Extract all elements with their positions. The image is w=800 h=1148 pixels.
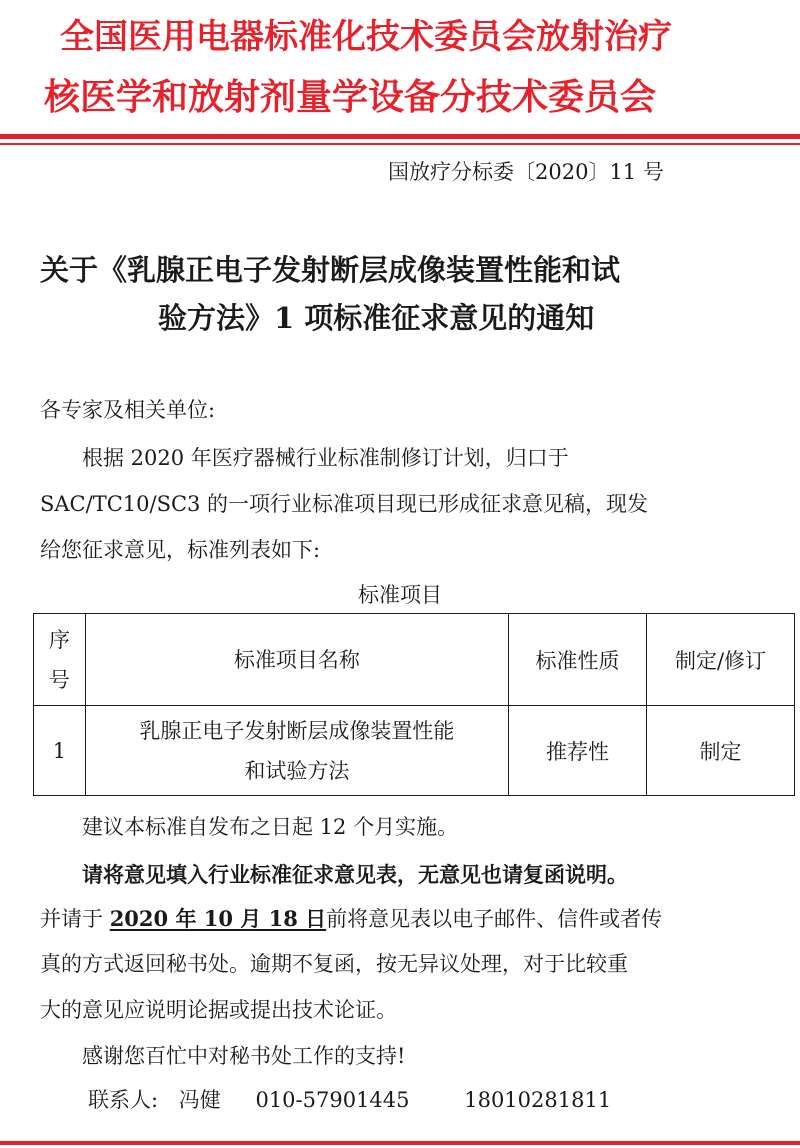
notice-title-line-1: 关于《乳腺正电子发射断层成像装置性能和试 <box>40 253 621 287</box>
header-serial-number <box>34 614 86 706</box>
contact-phone-landline: 010-57901445 <box>255 1088 410 1112</box>
cell-establish-revise: 制定 <box>647 706 795 796</box>
paragraph-1-line-2: SAC/TC10/SC3 的一项行业标准项目现已形成征求意见稿，现发 <box>40 492 649 516</box>
salutation: 各专家及相关单位: <box>40 398 216 422</box>
contact-label: 联系人: <box>88 1088 159 1112</box>
header-serial-line-2: 号 <box>48 667 70 692</box>
cell-standard-name-line-1: 乳腺正电子发射断层成像装置性能 <box>139 718 455 743</box>
paragraph-1-line-1: 根据 2020 年医疗器械行业标准制修订计划，归口于 <box>82 446 569 470</box>
notice-title-line-2: 验方法》1 项标准征求意见的通知 <box>158 301 595 335</box>
header-rule-thin <box>0 143 800 145</box>
document-number: 国放疗分标委〔2020〕11 号 <box>388 160 664 184</box>
cell-standard-name <box>85 706 508 796</box>
contact-name: 冯健 <box>178 1088 221 1112</box>
header-establish-revise: 制定/修订 <box>647 614 795 706</box>
standards-table <box>33 613 795 796</box>
deadline-prefix: 并请于 <box>40 907 110 931</box>
letterhead-line-1: 全国医用电器标准化技术委员会放射治疗 <box>60 17 672 57</box>
cell-standard-nature: 推荐性 <box>509 706 647 796</box>
paragraph-deadline-line-2: 真的方式返回秘书处。逾期不复函，按无异议处理，对于比较重 <box>40 952 628 976</box>
deadline-date: 2020 年 10 月 18 日 <box>109 906 327 931</box>
paragraph-implementation: 建议本标准自发布之日起 12 个月实施。 <box>82 815 459 839</box>
footer-rule <box>0 1141 800 1145</box>
table-caption: 标准项目 <box>358 583 442 607</box>
paragraph-1-line-3: 给您征求意见，标准列表如下: <box>40 538 321 562</box>
table-row <box>34 706 795 796</box>
letterhead-line-2: 核医学和放射剂量学设备分技术委员会 <box>44 77 657 118</box>
deadline-suffix: 前将意见表以电子邮件、信件或者传 <box>326 907 663 931</box>
header-serial-line-1: 序 <box>48 627 70 652</box>
header-standard-nature: 标准性质 <box>509 614 647 706</box>
contact-line <box>88 1090 611 1111</box>
header-standard-name: 标准项目名称 <box>85 614 508 706</box>
paragraph-deadline-line-1 <box>40 908 662 930</box>
cell-standard-name-line-2: 和试验方法 <box>244 758 350 783</box>
cell-serial-number: 1 <box>34 706 86 796</box>
paragraph-request-bold: 请将意见填入行业标准征求意见表，无意见也请复函说明。 <box>82 862 628 887</box>
paragraph-deadline-line-3: 大的意见应说明论据或提出技术论证。 <box>40 998 397 1022</box>
header-rule-thick <box>0 134 800 139</box>
table-header-row <box>34 614 795 706</box>
thanks-line: 感谢您百忙中对秘书处工作的支持! <box>82 1044 406 1068</box>
contact-phone-mobile: 18010281811 <box>464 1088 612 1112</box>
